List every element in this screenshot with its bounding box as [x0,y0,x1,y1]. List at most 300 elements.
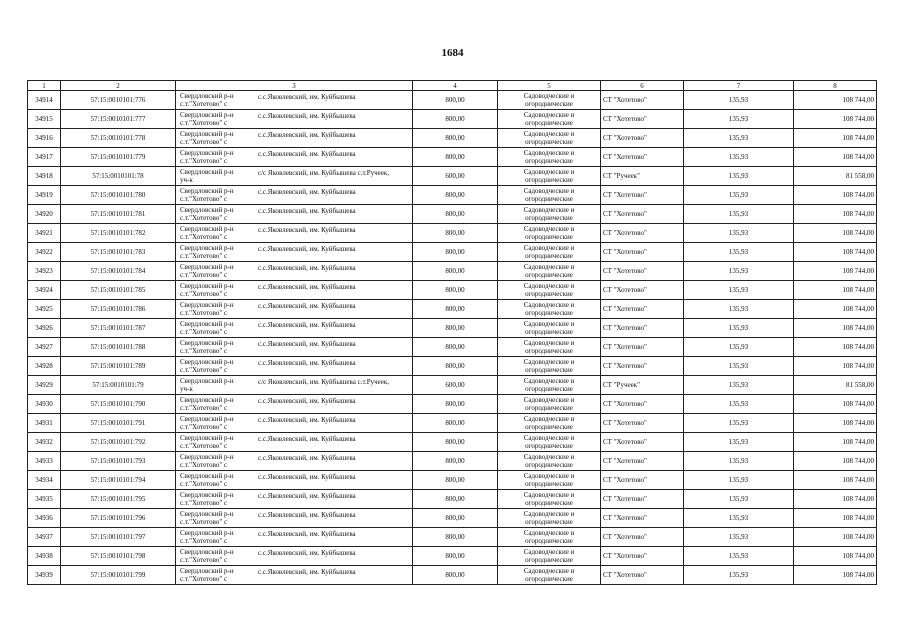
cadastral-cost: 108 744,00 [794,110,877,129]
land-use-purpose [498,452,601,471]
purpose-line-2: огороднические [525,157,573,165]
owner-name: СТ "Хотетово" [601,547,684,566]
table-row [28,243,877,262]
cadastral-cost: 108 744,00 [794,357,877,376]
table-row [28,395,877,414]
purpose-line-2: огороднические [525,442,573,450]
unit-price: 135,93 [684,91,794,110]
plot-area: 800,00 [413,509,498,528]
address-district: Свердловский р-н [180,510,234,518]
plot-area: 800,00 [413,452,498,471]
owner-name: СТ "Хотетово" [601,205,684,224]
address-street: с.с.Яковлевский, им. Куйбышева [258,150,356,158]
row-number: 34917 [28,148,61,167]
cadastral-cost: 108 744,00 [794,471,877,490]
address-locality: с.т."Хотетово" с [180,423,228,431]
purpose-line-1: Садоводческие и [523,263,575,271]
address-cell [176,110,413,129]
address-street: с.с.Яковлевский, им. Куйбышева [258,264,356,272]
address-locality: с.т."Хотетово" с [180,518,228,526]
row-number: 34914 [28,91,61,110]
address-street: с.с.Яковлевский, им. Куйбышева [258,226,356,234]
cadastral-number: 57:15:0010101:79 [61,376,176,395]
address-cell [176,433,413,452]
purpose-line-2: огороднические [525,252,573,260]
purpose-line-1: Садоводческие и [523,472,575,480]
table-row [28,376,877,395]
address-cell [176,224,413,243]
row-number: 34922 [28,243,61,262]
plot-area: 600,00 [413,167,498,186]
address-locality: с.т."Хотетово" с [180,195,228,203]
table-row [28,262,877,281]
cadastral-cost: 108 744,00 [794,129,877,148]
address-cell [176,186,413,205]
purpose-line-1: Садоводческие и [523,206,575,214]
table-row [28,338,877,357]
row-number: 34929 [28,376,61,395]
address-district: Свердловский р-н [180,301,234,309]
cadastral-number: 57:15:0010101:791 [61,414,176,433]
table-row [28,528,877,547]
address-locality: с.т."Хотетово" с [180,214,228,222]
address-street: с.с.Яковлевский, им. Куйбышева [258,93,356,101]
land-use-purpose [498,110,601,129]
address-district: Свердловский р-н [180,320,234,328]
table-row [28,471,877,490]
cadastral-cost: 108 744,00 [794,300,877,319]
purpose-line-2: огороднические [525,100,573,108]
row-number: 34925 [28,300,61,319]
owner-name: СТ "Хотетово" [601,566,684,585]
row-number: 34924 [28,281,61,300]
purpose-line-1: Садоводческие и [523,491,575,499]
purpose-line-1: Садоводческие и [523,168,575,176]
plot-area: 800,00 [413,262,498,281]
address-locality: с.т."Хотетово" с [180,537,228,545]
purpose-line-2: огороднические [525,138,573,146]
purpose-line-2: огороднические [525,233,573,241]
purpose-line-2: огороднические [525,423,573,431]
land-use-purpose [498,433,601,452]
cadastral-number: 57:15:0010101:787 [61,319,176,338]
purpose-line-1: Садоводческие и [523,282,575,290]
table-row [28,110,877,129]
unit-price: 135,93 [684,167,794,186]
owner-name: СТ "Хотетово" [601,224,684,243]
unit-price: 135,93 [684,300,794,319]
unit-price: 135,93 [684,281,794,300]
land-use-purpose [498,262,601,281]
plot-area: 800,00 [413,395,498,414]
plot-area: 800,00 [413,243,498,262]
address-district: Свердловский р-н [180,206,234,214]
owner-name: СТ "Хотетово" [601,186,684,205]
address-cell [176,357,413,376]
row-number: 34921 [28,224,61,243]
address-district: Свердловский р-н [180,377,234,385]
address-street: с.с.Яковлевский, им. Куйбышева [258,359,356,367]
address-locality: с.т."Хотетово" с [180,138,228,146]
cadastral-cost: 108 744,00 [794,452,877,471]
purpose-line-2: огороднические [525,290,573,298]
cadastral-number: 57:15:0010101:785 [61,281,176,300]
unit-price: 135,93 [684,376,794,395]
address-district: Свердловский р-н [180,130,234,138]
owner-name: СТ "Хотетово" [601,281,684,300]
address-district: Свердловский р-н [180,358,234,366]
purpose-line-1: Садоводческие и [523,548,575,556]
address-district: Свердловский р-н [180,187,234,195]
address-cell [176,509,413,528]
land-use-purpose [498,167,601,186]
plot-area: 800,00 [413,566,498,585]
row-number: 34920 [28,205,61,224]
address-locality: с.т."Хотетово" с [180,252,228,260]
plot-area: 800,00 [413,148,498,167]
purpose-line-2: огороднические [525,518,573,526]
land-use-purpose [498,528,601,547]
table-row [28,433,877,452]
address-street: с.с.Яковлевский, им. Куйбышева [258,492,356,500]
cadastral-number: 57:15:0010101:797 [61,528,176,547]
purpose-line-1: Садоводческие и [523,567,575,575]
land-use-purpose [498,186,601,205]
row-number: 34931 [28,414,61,433]
address-cell [176,243,413,262]
address-district: Свердловский р-н [180,491,234,499]
plot-area: 800,00 [413,528,498,547]
owner-name: СТ "Хотетово" [601,471,684,490]
unit-price: 135,93 [684,490,794,509]
cadastral-number: 57:15:0010101:795 [61,490,176,509]
address-district: Свердловский р-н [180,415,234,423]
cadastral-number: 57:15:0010101:781 [61,205,176,224]
address-district: Свердловский р-н [180,339,234,347]
address-cell [176,490,413,509]
cadastral-cost: 108 744,00 [794,281,877,300]
unit-price: 135,93 [684,148,794,167]
plot-area: 800,00 [413,186,498,205]
table-row [28,281,877,300]
address-cell [176,528,413,547]
unit-price: 135,93 [684,319,794,338]
unit-price: 135,93 [684,452,794,471]
purpose-line-1: Садоводческие и [523,320,575,328]
plot-area: 800,00 [413,224,498,243]
purpose-line-1: Садоводческие и [523,377,575,385]
owner-name: СТ "Ручеек" [601,376,684,395]
owner-name: СТ "Хотетово" [601,433,684,452]
cadastral-cost: 108 744,00 [794,186,877,205]
address-street: с.с.Яковлевский, им. Куйбышева [258,435,356,443]
plot-area: 600,00 [413,376,498,395]
plot-area: 800,00 [413,110,498,129]
column-header: 1 [28,81,61,91]
address-street: с.с.Яковлевский, им. Куйбышева [258,188,356,196]
purpose-line-2: огороднические [525,195,573,203]
address-street: с.с.Яковлевский, им. Куйбышева [258,416,356,424]
unit-price: 135,93 [684,414,794,433]
land-use-purpose [498,509,601,528]
address-locality: уч-к [180,176,193,184]
plot-area: 800,00 [413,433,498,452]
column-number-row [28,81,877,91]
table-body [28,91,877,585]
purpose-line-1: Садоводческие и [523,415,575,423]
table-row [28,205,877,224]
unit-price: 135,93 [684,110,794,129]
column-header: 6 [601,81,684,91]
row-number: 34939 [28,566,61,585]
row-number: 34936 [28,509,61,528]
unit-price: 135,93 [684,395,794,414]
plot-area: 800,00 [413,471,498,490]
cadastral-number: 57:15:0010101:776 [61,91,176,110]
address-district: Свердловский р-н [180,548,234,556]
row-number: 34935 [28,490,61,509]
address-cell [176,395,413,414]
cadastral-number: 57:15:0010101:789 [61,357,176,376]
address-street: с/с Яковлевский, им. Куйбышева с.т.Ручеек, [258,169,390,177]
row-number: 34932 [28,433,61,452]
address-cell [176,547,413,566]
purpose-line-1: Садоводческие и [523,187,575,195]
cadastral-number: 57:15:0010101:783 [61,243,176,262]
cadastral-number: 57:15:0010101:786 [61,300,176,319]
purpose-line-1: Садоводческие и [523,130,575,138]
address-street: с.с.Яковлевский, им. Куйбышева [258,340,356,348]
land-use-purpose [498,300,601,319]
column-header: 3 [176,81,413,91]
owner-name: СТ "Ручеек" [601,167,684,186]
land-use-purpose [498,338,601,357]
row-number: 34923 [28,262,61,281]
cadastral-number: 57:15:0010101:790 [61,395,176,414]
address-street: с.с.Яковлевский, им. Куйбышева [258,511,356,519]
cadastral-cost: 108 744,00 [794,433,877,452]
row-number: 34919 [28,186,61,205]
address-cell [176,452,413,471]
cadastral-cost: 108 744,00 [794,338,877,357]
address-locality: с.т."Хотетово" с [180,442,228,450]
table-row [28,490,877,509]
purpose-line-2: огороднические [525,461,573,469]
cadastral-number: 57:15:0010101:78 [61,167,176,186]
address-cell [176,566,413,585]
owner-name: СТ "Хотетово" [601,129,684,148]
address-locality: с.т."Хотетово" с [180,461,228,469]
table-row [28,186,877,205]
cadastral-number: 57:15:0010101:799 [61,566,176,585]
address-locality: с.т."Хотетово" с [180,575,228,583]
land-use-purpose [498,319,601,338]
address-cell [176,262,413,281]
purpose-line-2: огороднические [525,366,573,374]
unit-price: 135,93 [684,528,794,547]
purpose-line-1: Садоводческие и [523,149,575,157]
table-row [28,224,877,243]
table-row [28,91,877,110]
address-street: с.с.Яковлевский, им. Куйбышева [258,131,356,139]
purpose-line-1: Садоводческие и [523,244,575,252]
cadastral-cost: 81 558,00 [794,167,877,186]
owner-name: СТ "Хотетово" [601,319,684,338]
purpose-line-1: Садоводческие и [523,529,575,537]
purpose-line-2: огороднические [525,119,573,127]
address-street: с.с.Яковлевский, им. Куйбышева [258,321,356,329]
row-number: 34918 [28,167,61,186]
cadastral-cost: 108 744,00 [794,395,877,414]
table-row [28,509,877,528]
owner-name: СТ "Хотетово" [601,110,684,129]
plot-area: 800,00 [413,414,498,433]
purpose-line-1: Садоводческие и [523,510,575,518]
land-use-purpose [498,357,601,376]
land-use-purpose [498,547,601,566]
purpose-line-1: Садоводческие и [523,434,575,442]
cadastral-cost: 108 744,00 [794,224,877,243]
plot-area: 800,00 [413,357,498,376]
cadastral-cost: 108 744,00 [794,547,877,566]
address-district: Свердловский р-н [180,529,234,537]
cadastral-number: 57:15:0010101:779 [61,148,176,167]
page-number: 1684 [441,47,464,59]
address-cell [176,338,413,357]
cadastral-cost: 108 744,00 [794,490,877,509]
cadastral-cost: 108 744,00 [794,148,877,167]
address-cell [176,319,413,338]
address-locality: уч-к [180,385,193,393]
cadastral-number: 57:15:0010101:794 [61,471,176,490]
purpose-line-2: огороднические [525,537,573,545]
row-number: 34926 [28,319,61,338]
address-locality: с.т."Хотетово" с [180,328,228,336]
address-locality: с.т."Хотетово" с [180,404,228,412]
address-locality: с.т."Хотетово" с [180,480,228,488]
purpose-line-2: огороднические [525,575,573,583]
plot-area: 800,00 [413,91,498,110]
cadastral-number: 57:15:0010101:778 [61,129,176,148]
plot-area: 800,00 [413,319,498,338]
owner-name: СТ "Хотетово" [601,452,684,471]
column-header: 4 [413,81,498,91]
purpose-line-2: огороднические [525,309,573,317]
unit-price: 135,93 [684,433,794,452]
owner-name: СТ "Хотетово" [601,414,684,433]
unit-price: 135,93 [684,205,794,224]
owner-name: СТ "Хотетово" [601,262,684,281]
address-locality: с.т."Хотетово" с [180,233,228,241]
purpose-line-1: Садоводческие и [523,396,575,404]
cadastral-number: 57:15:0010101:792 [61,433,176,452]
land-use-purpose [498,224,601,243]
address-locality: с.т."Хотетово" с [180,290,228,298]
purpose-line-2: огороднические [525,347,573,355]
address-cell [176,129,413,148]
purpose-line-1: Садоводческие и [523,92,575,100]
land-use-purpose [498,414,601,433]
unit-price: 135,93 [684,243,794,262]
address-street: с.с.Яковлевский, им. Куйбышева [258,397,356,405]
owner-name: СТ "Хотетово" [601,148,684,167]
address-cell [176,148,413,167]
address-street: с.с.Яковлевский, им. Куйбышева [258,283,356,291]
land-use-purpose [498,471,601,490]
purpose-line-2: огороднические [525,385,573,393]
address-street: с.с.Яковлевский, им. Куйбышева [258,112,356,120]
row-number: 34937 [28,528,61,547]
cadastral-cost: 108 744,00 [794,91,877,110]
owner-name: СТ "Хотетово" [601,490,684,509]
table-row [28,547,877,566]
purpose-line-2: огороднические [525,214,573,222]
address-street: с.с.Яковлевский, им. Куйбышева [258,568,356,576]
address-cell [176,167,413,186]
land-use-purpose [498,490,601,509]
address-locality: с.т."Хотетово" с [180,347,228,355]
cadastral-cost: 108 744,00 [794,319,877,338]
land-use-purpose [498,395,601,414]
address-cell [176,91,413,110]
owner-name: СТ "Хотетово" [601,395,684,414]
purpose-line-2: огороднические [525,404,573,412]
purpose-line-2: огороднические [525,176,573,184]
owner-name: СТ "Хотетово" [601,300,684,319]
table-row [28,452,877,471]
owner-name: СТ "Хотетово" [601,243,684,262]
purpose-line-2: огороднические [525,499,573,507]
unit-price: 135,93 [684,509,794,528]
plot-area: 800,00 [413,300,498,319]
land-use-purpose [498,566,601,585]
purpose-line-1: Садоводческие и [523,111,575,119]
address-district: Свердловский р-н [180,111,234,119]
address-district: Свердловский р-н [180,149,234,157]
address-cell [176,281,413,300]
purpose-line-2: огороднические [525,556,573,564]
address-cell [176,376,413,395]
land-use-purpose [498,376,601,395]
row-number: 34916 [28,129,61,148]
address-cell [176,300,413,319]
purpose-line-1: Садоводческие и [523,301,575,309]
row-number: 34928 [28,357,61,376]
cadastral-number: 57:15:0010101:782 [61,224,176,243]
row-number: 34915 [28,110,61,129]
land-use-purpose [498,129,601,148]
address-locality: с.т."Хотетово" с [180,366,228,374]
row-number: 34934 [28,471,61,490]
address-street: с/с Яковлевский, им. Куйбышева с.т.Ручеек, [258,378,390,386]
unit-price: 135,93 [684,224,794,243]
address-cell [176,205,413,224]
cadastral-cost: 108 744,00 [794,509,877,528]
owner-name: СТ "Хотетово" [601,509,684,528]
row-number: 34938 [28,547,61,566]
land-use-purpose [498,243,601,262]
cadastral-cost: 81 558,00 [794,376,877,395]
unit-price: 135,93 [684,471,794,490]
address-locality: с.т."Хотетово" с [180,100,228,108]
land-use-purpose [498,281,601,300]
table-row [28,129,877,148]
purpose-line-2: огороднические [525,328,573,336]
table-row [28,167,877,186]
cadastral-number: 57:15:0010101:796 [61,509,176,528]
table-row [28,566,877,585]
owner-name: СТ "Хотетово" [601,91,684,110]
